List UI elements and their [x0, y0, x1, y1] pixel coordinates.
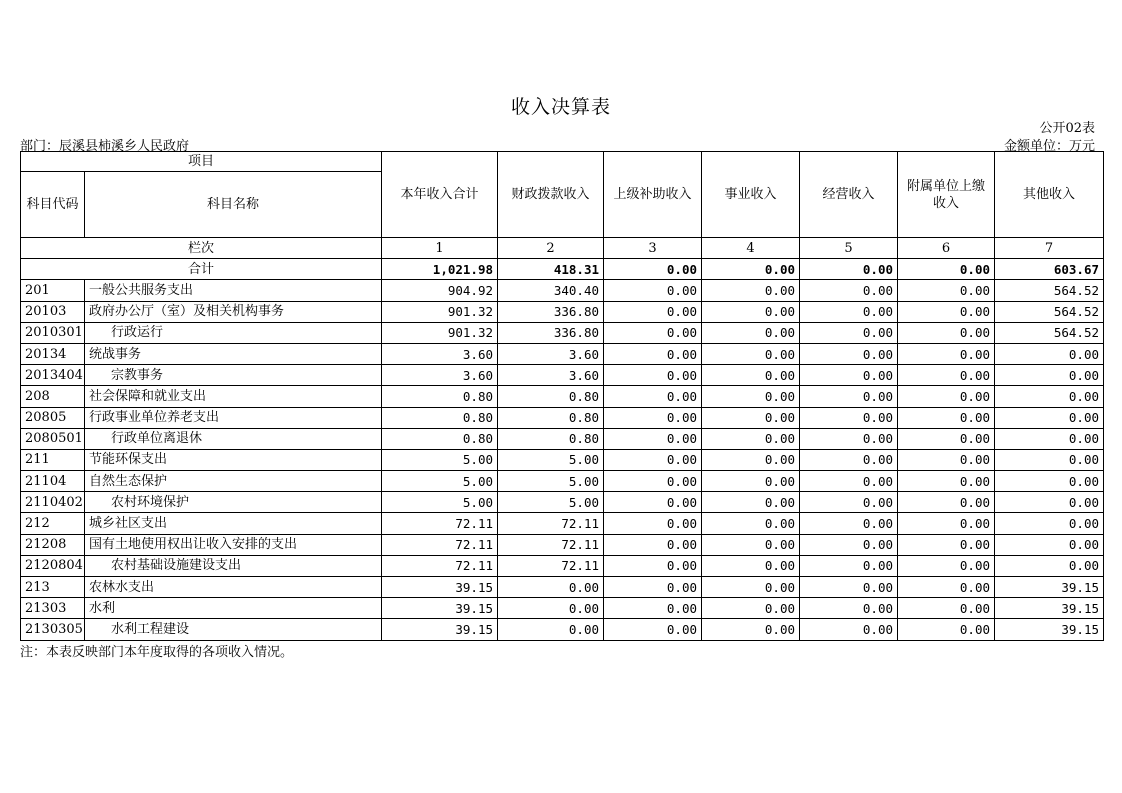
- table-row: [21, 598, 1104, 619]
- total-value: 0.00: [800, 259, 898, 280]
- total-row: [21, 259, 1104, 280]
- amount-cell: 72.11: [498, 534, 604, 555]
- total-value: 0.00: [898, 259, 995, 280]
- amount-cell: 0.00: [604, 513, 702, 534]
- subject-code-cell: 2010301: [21, 322, 85, 343]
- header-col-5: 经营收入: [800, 152, 898, 238]
- subject-code-cell: 211: [21, 449, 85, 470]
- amount-cell: 0.80: [498, 428, 604, 449]
- amount-cell: 39.15: [382, 598, 498, 619]
- amount-cell: 0.00: [898, 598, 995, 619]
- subject-code-cell: 21303: [21, 598, 85, 619]
- total-value: 1,021.98: [382, 259, 498, 280]
- amount-cell: 0.00: [604, 555, 702, 576]
- amount-cell: 0.00: [995, 492, 1104, 513]
- subject-name-cell: 水利工程建设: [85, 619, 382, 640]
- amount-cell: 0.00: [898, 280, 995, 301]
- subject-code-cell: 2110402: [21, 492, 85, 513]
- total-value: 0.00: [604, 259, 702, 280]
- subject-name-cell: 一般公共服务支出: [85, 280, 382, 301]
- amount-cell: 0.00: [604, 577, 702, 598]
- table-row: [21, 343, 1104, 364]
- amount-cell: 0.00: [898, 322, 995, 343]
- form-code: 公开02表: [1039, 121, 1095, 136]
- amount-cell: 39.15: [995, 577, 1104, 598]
- header-col-4: 事业收入: [702, 152, 800, 238]
- amount-cell: 0.00: [995, 555, 1104, 576]
- amount-cell: 0.00: [898, 619, 995, 640]
- lanci-number: 7: [995, 238, 1104, 259]
- amount-cell: 0.00: [604, 407, 702, 428]
- table-row: [21, 280, 1104, 301]
- header-project: 项目: [21, 152, 382, 172]
- amount-cell: 0.00: [702, 534, 800, 555]
- amount-cell: 0.00: [800, 343, 898, 364]
- amount-cell: 0.00: [800, 598, 898, 619]
- subject-code-cell: 2120804: [21, 555, 85, 576]
- subject-code-cell: 208: [21, 386, 85, 407]
- department-label: 部门：辰溪县柿溪乡人民政府: [20, 139, 190, 154]
- amount-cell: 0.00: [800, 449, 898, 470]
- amount-cell: 0.00: [604, 534, 702, 555]
- table-row: [21, 301, 1104, 322]
- amount-cell: 0.00: [604, 619, 702, 640]
- subject-name-cell: 行政单位离退休: [85, 428, 382, 449]
- amount-cell: 0.00: [702, 428, 800, 449]
- amount-cell: 0.00: [898, 492, 995, 513]
- amount-cell: 0.00: [898, 343, 995, 364]
- subject-code-cell: 21104: [21, 471, 85, 492]
- subject-name-cell: 水利: [85, 598, 382, 619]
- amount-cell: 0.80: [498, 407, 604, 428]
- amount-cell: 0.00: [800, 534, 898, 555]
- subject-name-cell: 城乡社区支出: [85, 513, 382, 534]
- amount-cell: 0.00: [604, 449, 702, 470]
- amount-cell: 0.00: [604, 365, 702, 386]
- amount-cell: 0.00: [898, 407, 995, 428]
- amount-cell: 564.52: [995, 301, 1104, 322]
- amount-cell: 901.32: [382, 301, 498, 322]
- amount-cell: 72.11: [498, 555, 604, 576]
- amount-cell: 0.00: [702, 301, 800, 322]
- amount-cell: 0.00: [800, 386, 898, 407]
- total-label: 合计: [21, 259, 382, 280]
- amount-cell: 0.00: [604, 471, 702, 492]
- table-row: [21, 428, 1104, 449]
- amount-cell: 39.15: [995, 619, 1104, 640]
- amount-cell: 0.00: [800, 365, 898, 386]
- amount-cell: 0.00: [702, 577, 800, 598]
- total-value: 0.00: [702, 259, 800, 280]
- report-title: 收入决算表: [510, 96, 611, 118]
- amount-cell: 0.00: [898, 386, 995, 407]
- subject-name-cell: 社会保障和就业支出: [85, 386, 382, 407]
- amount-cell: 0.00: [702, 555, 800, 576]
- amount-cell: 0.00: [604, 492, 702, 513]
- lanci-number: 2: [498, 238, 604, 259]
- subject-name-cell: 政府办公厅（室）及相关机构事务: [85, 301, 382, 322]
- table-row: [21, 534, 1104, 555]
- table-row: [21, 492, 1104, 513]
- header-col-2: 财政拨款收入: [498, 152, 604, 238]
- subject-code-cell: 2130305: [21, 619, 85, 640]
- subject-name-cell: 农林水支出: [85, 577, 382, 598]
- lanci-row: [21, 238, 1104, 259]
- amount-cell: 0.00: [898, 365, 995, 386]
- amount-cell: 0.00: [800, 513, 898, 534]
- amount-cell: 0.00: [800, 577, 898, 598]
- subject-name-cell: 自然生态保护: [85, 471, 382, 492]
- subject-code-cell: 20805: [21, 407, 85, 428]
- amount-cell: 340.40: [498, 280, 604, 301]
- amount-cell: 0.00: [604, 428, 702, 449]
- total-value: 603.67: [995, 259, 1104, 280]
- subject-name-cell: 国有土地使用权出让收入安排的支出: [85, 534, 382, 555]
- amount-cell: 0.00: [702, 407, 800, 428]
- amount-cell: 0.00: [702, 280, 800, 301]
- amount-cell: 0.00: [498, 598, 604, 619]
- amount-cell: 0.00: [800, 619, 898, 640]
- amount-cell: 72.11: [382, 534, 498, 555]
- amount-cell: 0.00: [995, 428, 1104, 449]
- amount-cell: 0.00: [800, 492, 898, 513]
- amount-cell: 3.60: [382, 365, 498, 386]
- subject-code-cell: 2080501: [21, 428, 85, 449]
- header-col-6: 附属单位上缴收入: [898, 152, 995, 238]
- table-row: [21, 577, 1104, 598]
- amount-cell: 0.00: [898, 449, 995, 470]
- amount-cell: 72.11: [498, 513, 604, 534]
- amount-cell: 72.11: [382, 513, 498, 534]
- header-subject-name: 科目名称: [85, 172, 382, 238]
- lanci-number: 1: [382, 238, 498, 259]
- lanci-number: 6: [898, 238, 995, 259]
- amount-cell: 39.15: [382, 619, 498, 640]
- amount-cell: 0.00: [604, 301, 702, 322]
- amount-cell: 0.00: [702, 386, 800, 407]
- table-row: [21, 365, 1104, 386]
- amount-cell: 564.52: [995, 280, 1104, 301]
- subject-name-cell: 农村基础设施建设支出: [85, 555, 382, 576]
- subject-code-cell: 212: [21, 513, 85, 534]
- amount-cell: 3.60: [382, 343, 498, 364]
- amount-cell: 0.00: [604, 322, 702, 343]
- amount-cell: 0.00: [702, 492, 800, 513]
- subject-code-cell: 213: [21, 577, 85, 598]
- amount-cell: 0.00: [702, 598, 800, 619]
- subject-code-cell: 21208: [21, 534, 85, 555]
- amount-cell: 0.00: [702, 322, 800, 343]
- subject-name-cell: 节能环保支出: [85, 449, 382, 470]
- amount-cell: 0.00: [604, 280, 702, 301]
- amount-cell: 5.00: [382, 492, 498, 513]
- income-table: [20, 151, 1104, 641]
- amount-cell: 72.11: [382, 555, 498, 576]
- footnote: 注：本表反映部门本年度取得的各项收入情况。: [20, 645, 294, 660]
- amount-cell: 0.00: [800, 301, 898, 322]
- amount-cell: 39.15: [382, 577, 498, 598]
- subject-code-cell: 20134: [21, 343, 85, 364]
- lanci-label: 栏次: [21, 238, 382, 259]
- amount-cell: 39.15: [995, 598, 1104, 619]
- lanci-number: 5: [800, 238, 898, 259]
- total-value: 418.31: [498, 259, 604, 280]
- lanci-number: 4: [702, 238, 800, 259]
- header-col-1: 本年收入合计: [382, 152, 498, 238]
- subject-name-cell: 宗教事务: [85, 365, 382, 386]
- header-subject-code: 科目代码: [21, 172, 85, 238]
- amount-cell: 0.00: [604, 343, 702, 364]
- unit-label: 金额单位：万元: [1003, 139, 1095, 154]
- subject-name-cell: 行政运行: [85, 322, 382, 343]
- amount-cell: 0.00: [995, 343, 1104, 364]
- table-row: [21, 619, 1104, 640]
- amount-cell: 0.00: [898, 471, 995, 492]
- table-row: [21, 386, 1104, 407]
- amount-cell: 5.00: [498, 449, 604, 470]
- amount-cell: 0.00: [898, 428, 995, 449]
- amount-cell: 336.80: [498, 322, 604, 343]
- amount-cell: 0.00: [800, 471, 898, 492]
- amount-cell: 0.00: [702, 619, 800, 640]
- amount-cell: 0.00: [702, 365, 800, 386]
- amount-cell: 0.00: [800, 407, 898, 428]
- amount-cell: 5.00: [382, 449, 498, 470]
- amount-cell: 0.00: [498, 619, 604, 640]
- subject-name-cell: 行政事业单位养老支出: [85, 407, 382, 428]
- table-row: [21, 407, 1104, 428]
- amount-cell: 0.00: [995, 407, 1104, 428]
- amount-cell: 0.00: [995, 471, 1104, 492]
- amount-cell: 901.32: [382, 322, 498, 343]
- lanci-number: 3: [604, 238, 702, 259]
- amount-cell: 0.00: [702, 513, 800, 534]
- amount-cell: 0.00: [898, 301, 995, 322]
- header-col-7: 其他收入: [995, 152, 1104, 238]
- header-col-3: 上级补助收入: [604, 152, 702, 238]
- amount-cell: 0.00: [800, 322, 898, 343]
- amount-cell: 0.00: [898, 555, 995, 576]
- amount-cell: 0.00: [604, 598, 702, 619]
- subject-code-cell: 201: [21, 280, 85, 301]
- amount-cell: 0.00: [702, 343, 800, 364]
- amount-cell: 336.80: [498, 301, 604, 322]
- amount-cell: 0.00: [995, 365, 1104, 386]
- amount-cell: 564.52: [995, 322, 1104, 343]
- amount-cell: 0.00: [498, 577, 604, 598]
- amount-cell: 0.80: [382, 428, 498, 449]
- table-row: [21, 513, 1104, 534]
- table-row: [21, 555, 1104, 576]
- amount-cell: 5.00: [498, 471, 604, 492]
- amount-cell: 0.00: [800, 555, 898, 576]
- subject-name-cell: 农村环境保护: [85, 492, 382, 513]
- amount-cell: 0.00: [995, 386, 1104, 407]
- amount-cell: 0.00: [995, 449, 1104, 470]
- amount-cell: 0.80: [498, 386, 604, 407]
- subject-code-cell: 2013404: [21, 365, 85, 386]
- table-row: [21, 471, 1104, 492]
- amount-cell: 0.00: [898, 577, 995, 598]
- amount-cell: 0.80: [382, 407, 498, 428]
- amount-cell: 0.00: [898, 513, 995, 534]
- amount-cell: 0.00: [604, 386, 702, 407]
- amount-cell: 3.60: [498, 365, 604, 386]
- amount-cell: 0.00: [898, 534, 995, 555]
- amount-cell: 0.00: [995, 534, 1104, 555]
- amount-cell: 5.00: [498, 492, 604, 513]
- amount-cell: 0.00: [702, 449, 800, 470]
- amount-cell: 904.92: [382, 280, 498, 301]
- amount-cell: 0.00: [702, 471, 800, 492]
- amount-cell: 0.00: [995, 513, 1104, 534]
- amount-cell: 0.80: [382, 386, 498, 407]
- amount-cell: 3.60: [498, 343, 604, 364]
- amount-cell: 0.00: [800, 428, 898, 449]
- table-row: [21, 322, 1104, 343]
- amount-cell: 0.00: [800, 280, 898, 301]
- table-row: [21, 449, 1104, 470]
- amount-cell: 5.00: [382, 471, 498, 492]
- subject-name-cell: 统战事务: [85, 343, 382, 364]
- subject-code-cell: 20103: [21, 301, 85, 322]
